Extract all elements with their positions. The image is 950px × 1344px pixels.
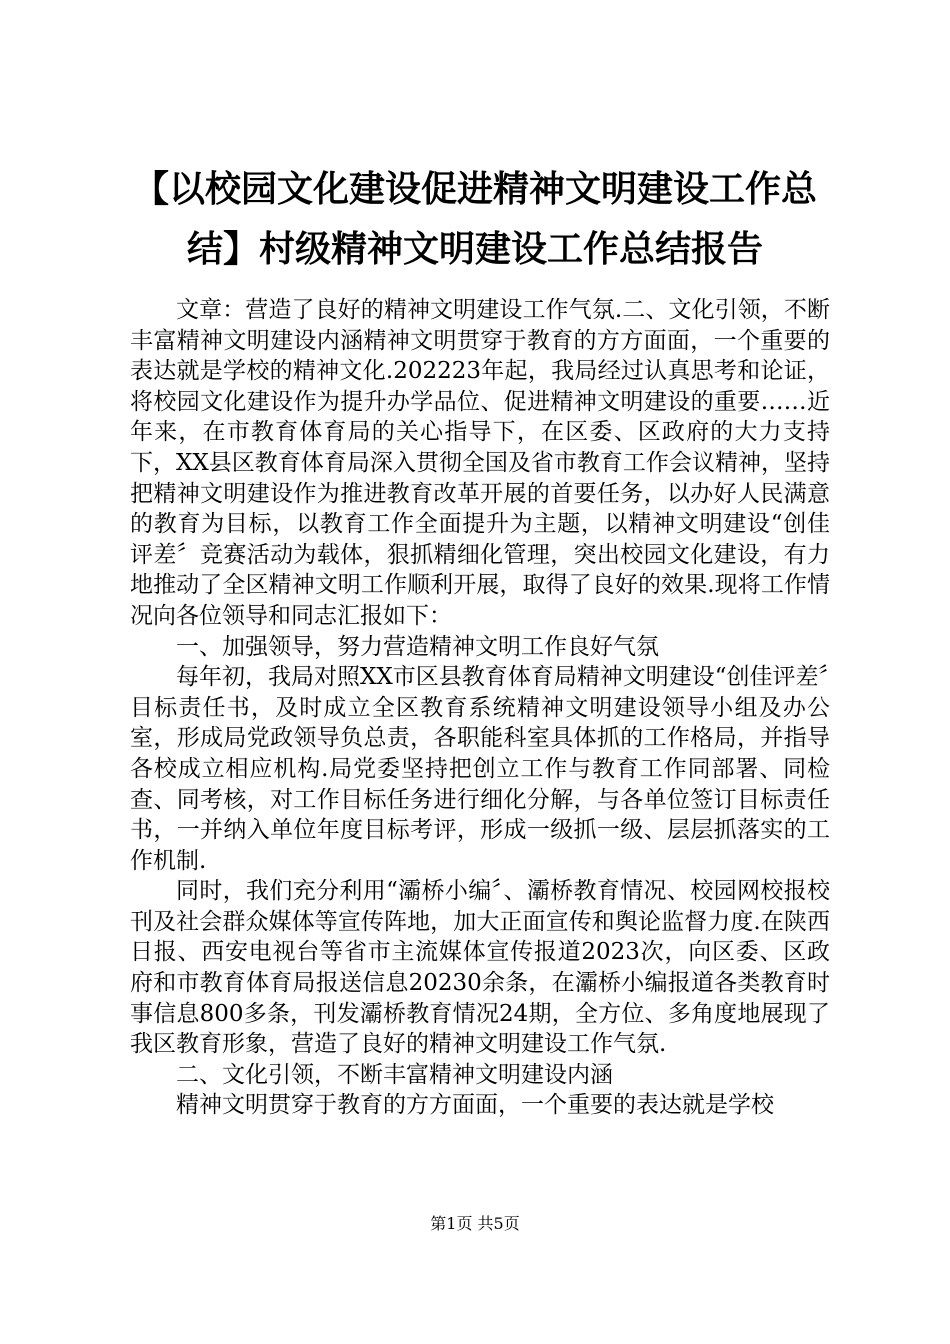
paragraph-intro: 文章：营造了良好的精神文明建设工作气氛.二、文化引领，不断丰富精神文明建设内涵精神文明贯穿于教育的方方面面，一个重要的表达就是学校的精神文化.202223年起，我局经过认真思考和论证，将校园文化建设作为提升办学品位、促进精神文明建设的重要……近年来，在市教育体育局的关心指导下，在区委、区政府的大力支持下，XX县区教育体育局深入贯彻全国及省市教育工作会议精神，坚持把精神文明建设作为推进教育改革开展的首要任务，以办好人民满意的教育为目标，以教育工作全面提升为主题，以精神文明建设“创佳评差〞竞赛活动为载体，狠抓精细化管理，突出校园文化建设，有力地推动了全区精神文明工作顺利开展，取得了良好的效果.现将工作情况向各位领导和同志汇报如下： [130,297,830,629]
paragraph: 每年初，我局对照XX市区县教育体育局精神文明建设“创佳评差〞目标责任书，及时成立全区教育系统精神文明建设领导小组及办公室，形成局党政领导负总责，各职能科室具体抓的工作格局，并指导各校成立相应机构.局党委坚持把创立工作与教育工作同部署、同检查、同考核，对工作目标任务进行细化分解，与各单位签订目标责任书，一并纳入单位年度目标考评，形成一级抓一级、层层抓落实的工作机制. [130,664,831,874]
paragraph: 同时，我们充分利用“灞桥小编〞、灞桥教育情况、校园网校报校刊及社会群众媒体等宣传阵地，加大正面宣传和舆论监督力度.在陕西日报、西安电视台等省市主流媒体宣传报道2023次，向区委、区政府和市教育体育局报送信息20230余条，在灞桥小编报道各类教育时事信息800多条，刊发灞桥教育情况24期，全方位、多角度地展现了我区教育形象，营造了良好的精神文明建设工作气氛. [130,878,830,1058]
document-title: 【以校园文化建设促进精神文明建设工作总结】村级精神文明建设工作总结报告 [132,169,817,270]
section-heading-1: 一、加强领导，努力营造精神文明工作良好气氛 [176,633,659,660]
page-number-footer: 第1页 共5页 [430,1214,520,1233]
section-heading-2: 二、文化引领，不断丰富精神文明建设内涵 [176,1061,613,1088]
paragraph: 精神文明贯穿于教育的方方面面，一个重要的表达就是学校 [176,1092,774,1119]
document-body [130,295,830,1121]
